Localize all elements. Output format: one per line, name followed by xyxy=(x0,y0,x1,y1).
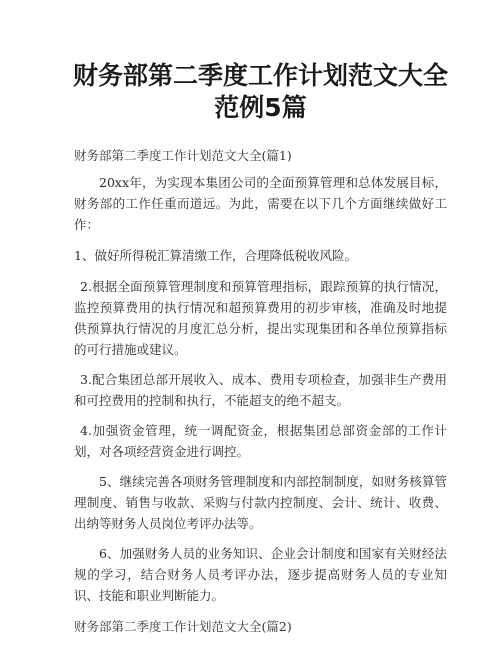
plan-item-3: 3.配合集团总部开展收入、成本、费用专项检查，加强非生产费用和可控费用的控制和执行，不能超支的绝不超支。 xyxy=(74,372,447,408)
plan-item-6: 6、加强财务人员的业务知识、企业会计制度和国家有关财经法规的学习，结合财务人员考评办法，逐步提高财务人员的专业知识、技能和职业判断能力。 xyxy=(74,546,447,603)
document-title: 财务部第二季度工作计划范文大全范例5篇 xyxy=(72,61,448,122)
section-heading-2: 财务部第二季度工作计划范文大全(篇2) xyxy=(74,619,292,634)
plan-item-2: 2.根据全面预算管理制度和预算管理指标，跟踪预算的执行情况，监控预算费用的执行情况和超预算费用的初步审核，准确及时地提供预算执行情况的月度汇总分析，提出实现集团和各单位预算指标的可行措施或建议。 xyxy=(74,279,447,357)
plan-item-5: 5、继续完善各项财务管理制度和内部控制制度，如财务核算管理制度、销售与收款、采购与付款内控制度、会计、统计、收费、出纳等财务人员岗位考评办法等。 xyxy=(74,474,447,531)
section-heading-1: 财务部第二季度工作计划范文大全(篇1) xyxy=(74,148,292,163)
plan-item-1: 1、做好所得税汇算清缴工作，合理降低税收风险。 xyxy=(74,248,357,263)
intro-paragraph: 20xx年，为实现本集团公司的全面预算管理和总体发展目标，财务部的工作任重而道远。为此，需要在以下几个方面继续做好工作： xyxy=(74,175,447,232)
plan-item-4: 4.加强资金管理，统一调配资金，根据集团总部资金部的工作计划，对各项经营资金进行调控。 xyxy=(74,423,447,459)
